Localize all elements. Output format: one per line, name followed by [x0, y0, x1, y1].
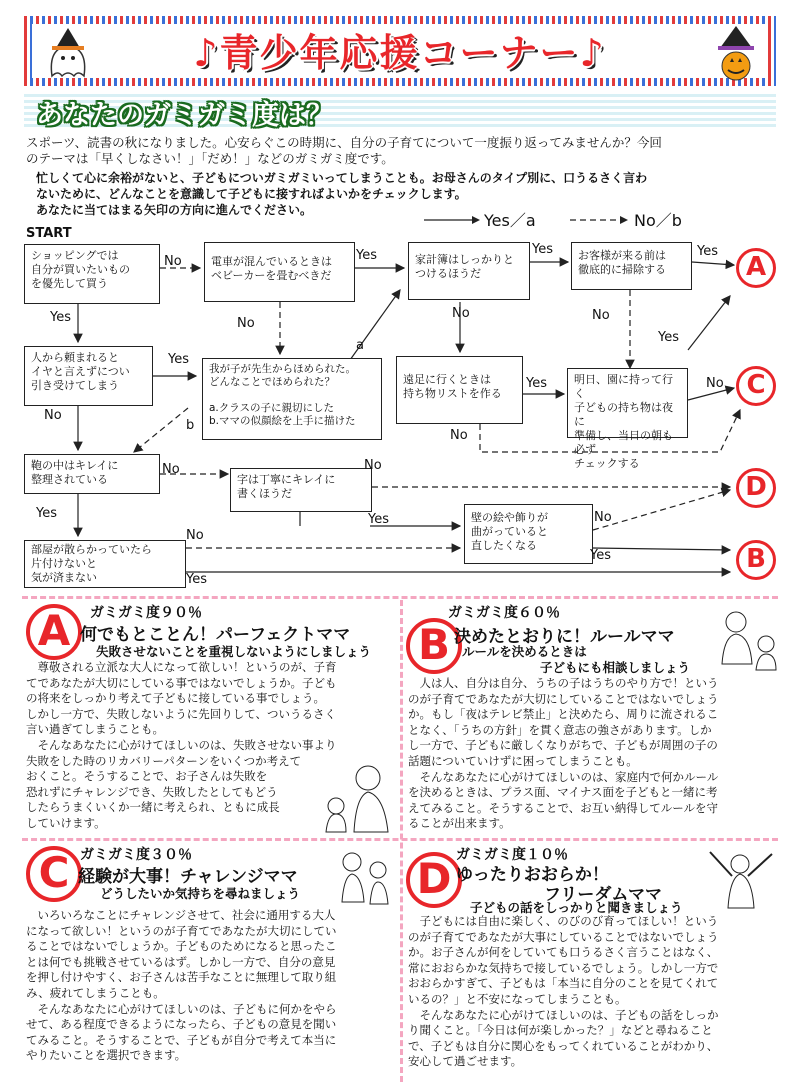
question-box-6: 我が子が先生からほめられた。 どんなことでほめられた？ a.クラスの子に親切にした b.ママの似顔絵を上手に描けた	[202, 358, 382, 440]
flow-label-no: No	[450, 428, 468, 443]
question-box-10: 字は丁寧にキレイに 書くほうだ	[230, 468, 372, 512]
flow-label-yes: Yes	[590, 548, 611, 563]
legend-yes: Yes／a	[484, 211, 536, 230]
question-box-12: 部屋が散らかっていたら 片付けないと 気が済まない	[24, 540, 186, 588]
type-c-subtitle: どうしたいか気持ちを尋ねましょう	[100, 886, 301, 901]
type-c-percent: ガミガミ度３０％	[80, 847, 192, 863]
flow-label-yes: Yes	[36, 506, 57, 521]
question-box-9: 鞄の中はキレイに 整理されている	[24, 454, 160, 494]
column-divider	[400, 600, 403, 1082]
type-c-body: いろいろなことにチャレンジさせて、社会に通用する大人 になって欲しい！というのが子育てであなたが大切にしてい ることではないでしょうか。子どものためになると思ったこ とは何でも挑戦させているはず。しかし一方で、自分の意見 を押し付けやすく、お子さんは苦手なことに無理して取り組 み、疲れてしまうことも。 そんなあなたに心がけてほしいのは、子どもに何かをやら せて、ある程度できるようになったら、子どもの意見を聞い てみること。そうすることで、子どもが自分で考えて本当に やりたいことを選択できます。	[26, 908, 337, 1063]
type-b-title: 決めたとおりに！ルールママ	[454, 627, 675, 647]
intro-bold-line: ないために、どんなことを意識して子どもに接すればよいかをチェックします。	[36, 187, 467, 201]
type-b-subtitle-2: 子どもにも相談しましょう	[540, 660, 691, 675]
start-label: START	[26, 226, 72, 241]
mother-child-illustration	[318, 756, 396, 834]
type-a-letter: A	[26, 604, 82, 660]
flow-label-yes: Yes	[658, 330, 679, 345]
flow-label-no: No	[594, 510, 612, 525]
type-d-title-2: フリーダムママ	[544, 885, 662, 905]
flow-label-yes: Yes	[697, 244, 718, 259]
flow-label-no: No	[364, 458, 382, 473]
kids-illustration	[330, 846, 396, 908]
flow-label-no: No	[592, 308, 610, 323]
type-d-subtitle: 子どもの話をしっかりと聞きましょう	[470, 900, 683, 915]
flow-label-no: No	[186, 528, 204, 543]
intro-bold-line: 忙しくて心に余裕がないと、子どもについガミガミいってしまうことも。お母さんのタイプ別に、口うるさく言わ	[36, 171, 648, 185]
flow-label-yes: Yes	[168, 352, 189, 367]
type-d-letter: D	[406, 852, 462, 908]
flow-label-yes: Yes	[50, 310, 71, 325]
intro-line: スポーツ、読書の秋になりました。心安らぐこの時期に、自分の子育てについて一度振り返ってみませんか？今回	[26, 135, 662, 150]
type-d-title-1: ゆったりおおらか！	[456, 865, 609, 885]
question-box-4: お客様が来る前は 徹底的に掃除する	[571, 242, 692, 290]
flow-label-no: No	[164, 254, 182, 269]
type-a-body: 尊敬される立派な大人になって欲しい！というのが、子育 てであなたが大切にしている事ではないでしょうか。子ども の将来をしっかり考えて子どもに接している事でしょう。 しかし一方で、失敗しないように先回りして、ついうるさく 言い過ぎてしまうことも。 そんなあなたに心がけてほしいのは、失敗させない事より 失敗をした時のリカバリーパターンをいくつか考えて おくこと。そうすることで、お子さんは失敗を 恐れずにチャレンジでき、失敗したとしてもどう したらうまくいくか一緒に考えられ、ともに成長 していけます。	[26, 660, 337, 830]
page-title: ♪青少年応援コーナー♪	[193, 31, 606, 75]
question-box-7: 遠足に行くときは 持ち物リストを作る	[396, 356, 523, 424]
flow-label-no: No	[237, 316, 255, 331]
question-box-8: 明日、園に持って行く 子どもの持ち物は夜に 準備し、当日の朝も必ず チェックする	[567, 368, 688, 438]
question-box-11: 壁の絵や飾りが 曲がっていると 直したくなる	[464, 504, 593, 564]
stretching-woman-illustration	[700, 844, 780, 910]
flow-label-b: b	[186, 418, 195, 433]
type-b-subtitle-1: ルールを決めるときは	[462, 644, 587, 659]
flow-label-no: No	[452, 306, 470, 321]
question-box-1: ショッピングでは 自分が買いたいもの を優先して買う	[24, 244, 160, 304]
question-box-3: 家計簿はしっかりと つけるほうだ	[408, 242, 530, 300]
type-a-title: 何でもとことん！パーフェクトママ	[80, 625, 351, 645]
flow-label-yes: Yes	[356, 248, 377, 263]
type-b-letter: B	[406, 618, 462, 674]
flow-label-yes: Yes	[368, 512, 389, 527]
type-c-letter: C	[26, 846, 82, 902]
family-illustration	[702, 604, 782, 674]
section-divider	[22, 596, 778, 599]
type-d-percent: ガミガミ度１０％	[456, 847, 568, 863]
type-d-body: 子どもには自由に楽しく、のびのび育ってほしい！という のが子育てであなたが大事にしていることではないでしょう か。お子さんが何をしていても口うるさく言うことはなく、 常におおらかな気持ちで接しているでしょう。しかし一方で おおらかすぎて、子どもは「本当に自分のことを見てくれて いるの？」と不安になってしまうことも。 そんなあなたに心がけてほしいのは、子どもの話をしっか り聞くこと。「今日は何が楽しかった？」などと尋ねること で、子どもは自分に関心をもってくれていることがわかり、 安心して過ごせます。	[408, 914, 719, 1069]
result-a: A	[736, 248, 776, 288]
intro-bold-line: あなたに当てはまる矢印の方向に進んでください。	[36, 203, 313, 217]
flow-label-yes: Yes	[186, 572, 207, 587]
intro-line: のテーマは「早くしなさい！」「だめ！」などのガミガミ度です。	[26, 151, 394, 166]
result-b: B	[736, 540, 776, 580]
result-d: D	[736, 468, 776, 508]
flow-label-a: a	[356, 338, 364, 353]
flow-label-no: No	[706, 376, 724, 391]
flow-label-yes: Yes	[526, 376, 547, 391]
type-b-body: 人は人、自分は自分、うちの子はうちのやり方で！という のが子育てであなたが大切にしていることではないでしょう か。もし「夜はテレビ禁止」と決めたら、周りに流されるこ となく、「うちの方針」を貫く意志の強さがあります。しか し一方で、子どもに厳しくなりがちで、子どもが周囲の子の 話題についていけずに困ってしまうことも。 そんなあなたに心がけてほしいのは、家庭内で何かルール を決めるときは、プラス面、マイナス面を子どもと一緒に考 えてみること。そうすることで、お互い納得してルールを守 ることが出来ます。	[408, 676, 719, 831]
question-box-2: 電車が混んでいるときは ベビーカーを畳むべきだ	[204, 242, 355, 302]
flow-label-no: No	[162, 462, 180, 477]
legend-no: No／b	[634, 211, 682, 230]
flow-label-no: No	[44, 408, 62, 423]
flow-label-yes: Yes	[532, 242, 553, 257]
result-c: C	[736, 366, 776, 406]
type-c-title: 経験が大事！チャレンジママ	[78, 867, 298, 887]
section-heading: あなたのガミガミ度は？	[36, 100, 333, 131]
type-a-percent: ガミガミ度９０％	[90, 605, 202, 621]
type-a-subtitle: 失敗させないことを重視しないようにしましょう	[96, 644, 372, 659]
question-box-5: 人から頼まれると イヤと言えずについ 引き受けてしまう	[24, 346, 153, 406]
type-b-percent: ガミガミ度６０％	[448, 605, 560, 621]
